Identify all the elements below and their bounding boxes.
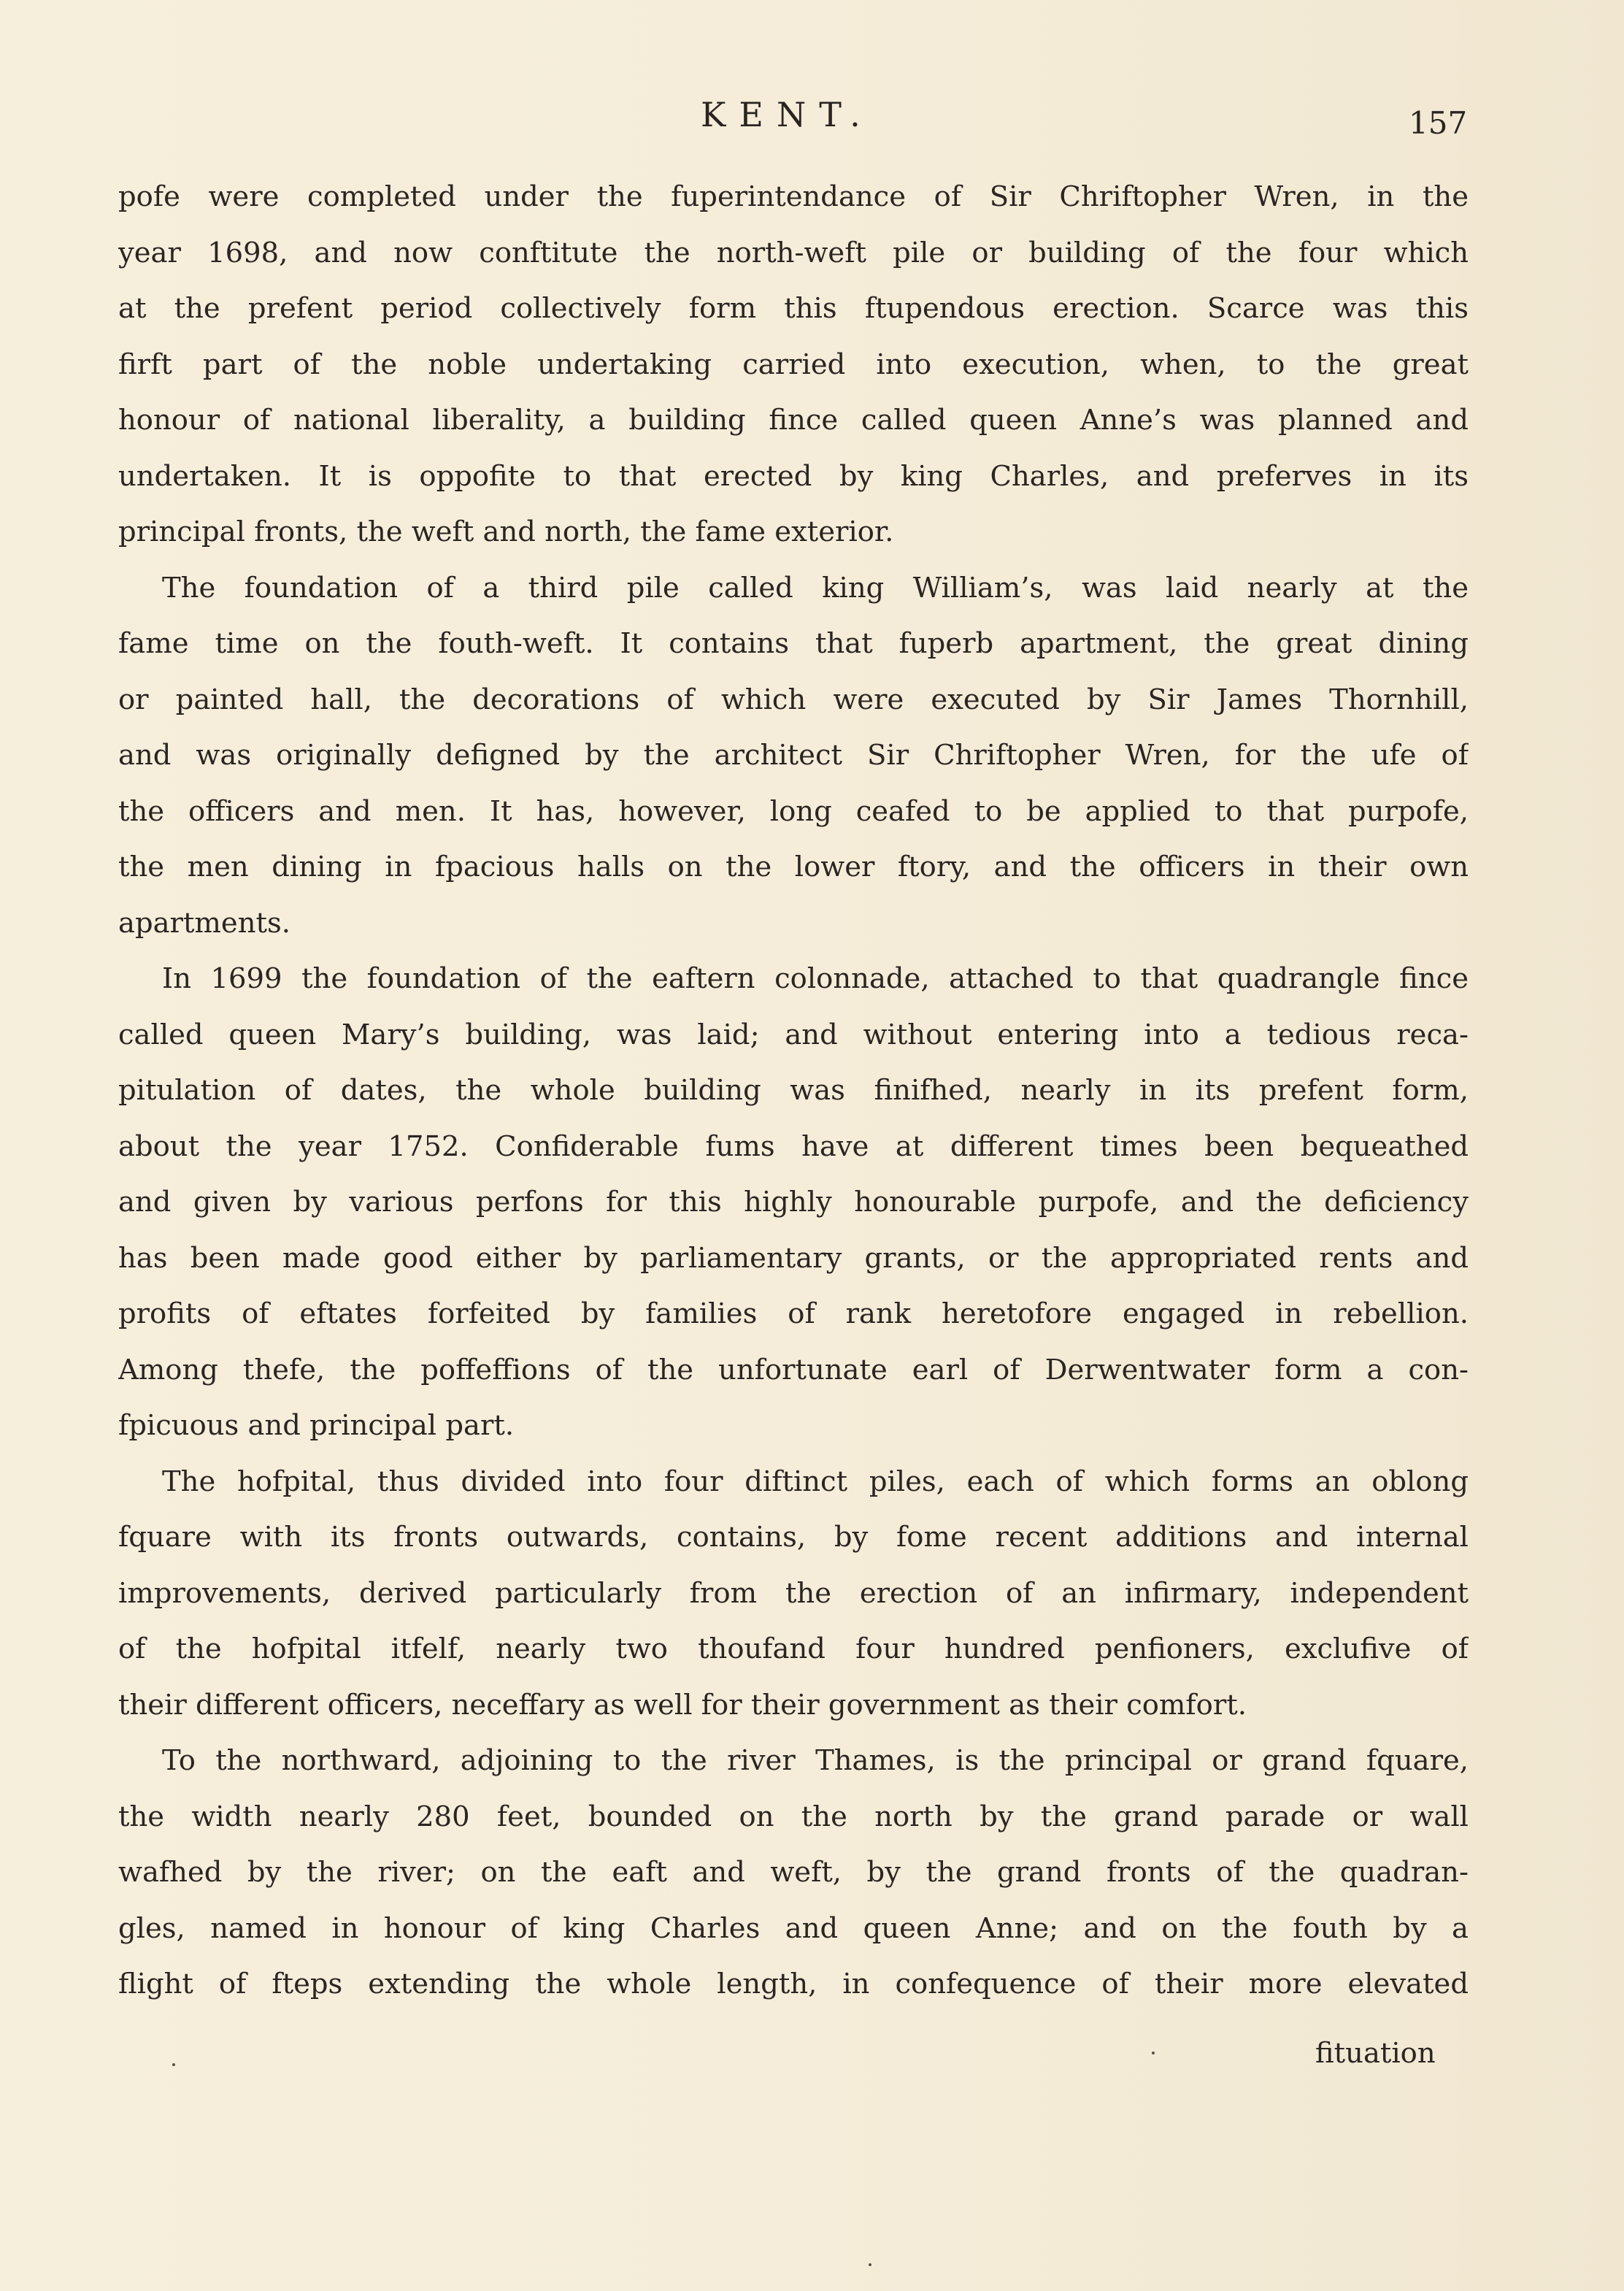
- text-line: flight of fteps extending the whole length, in confequence of their more elevated: [118, 1968, 1469, 2000]
- text-line: the men dining in fpacious halls on the lower ftory, and the officers in their own: [118, 851, 1469, 883]
- text-line: The foundation of a third pile called king William’s, was laid nearly at the: [162, 571, 1469, 605]
- text-line: pofe were completed under the fuperintendance of Sir Chriftopher Wren, in the: [118, 180, 1469, 213]
- text-line: at the prefent period collectively form this ftupendous erection. Scarce was this: [118, 292, 1469, 325]
- running-header: [0, 95, 1468, 146]
- text-line: fpicuous and principal part.: [118, 1409, 515, 1442]
- text-line: pitulation of dates, the whole building was finifhed, nearly in its prefent form,: [118, 1074, 1469, 1107]
- text-line: the width nearly 280 feet, bounded on the north by the grand parade or wall: [118, 1800, 1469, 1833]
- text-line: gles, named in honour of king Charles and queen Anne; and on the fouth by a: [118, 1911, 1469, 1945]
- text-line: improvements, derived particularly from the erection of an infirmary, independent: [118, 1576, 1469, 1610]
- catchword-row: [0, 2037, 1624, 2088]
- text-line: year 1698, and now conftitute the north-weft pile or building of the four which: [118, 236, 1469, 269]
- text-line: their different officers, neceffary as well for their government as their comfort.: [118, 1688, 1247, 1722]
- text-line: and given by various perfons for this highly honourable purpofe, and the deficiency: [118, 1186, 1469, 1219]
- text-line: firft part of the noble undertaking carried into execution, when, to the great: [118, 348, 1469, 381]
- catchword: fituation: [1315, 2037, 1436, 2070]
- text-line: To the northward, adjoining to the river Thames, is the principal or grand fquare,: [162, 1744, 1469, 1777]
- text-line: Among thefe, the poffeffions of the unfortunate earl of Derwentwater form a con-: [118, 1353, 1469, 1386]
- text-line: has been made good either by parliamentary grants, or the appropriated rents and: [118, 1241, 1469, 1275]
- text-line: the officers and men. It has, however, long ceafed to be applied to that purpofe,: [118, 794, 1469, 828]
- text-line: called queen Mary’s building, was laid; and without entering into a tedious reca-: [118, 1018, 1469, 1051]
- text-line: honour of national liberality, a building fince called queen Anne’s was planned and: [118, 404, 1469, 437]
- text-line: about the year 1752. Confiderable fums have at different times been bequeathed: [118, 1129, 1469, 1163]
- text-line: wafhed by the river; on the eaft and weft, by the grand fronts of the quadran-: [118, 1856, 1469, 1889]
- text-line: In 1699 the foundation of the eaftern colonnade, attached to that quadrangle fince: [162, 962, 1469, 995]
- text-line: apartments.: [118, 906, 290, 940]
- text-line: and was originally defigned by the architect Sir Chriftopher Wren, for the ufe of: [118, 739, 1469, 772]
- text-line: fame time on the fouth-weft. It contains that fuperb apartment, the great dining: [118, 627, 1469, 660]
- page-number: 157: [1409, 105, 1468, 141]
- text-line: principal fronts, the weft and north, the fame exterior.: [118, 515, 894, 548]
- ink-speck: [172, 2063, 175, 2066]
- text-line: fquare with its fronts outwards, contains, by fome recent additions and internal: [118, 1521, 1469, 1554]
- ink-speck: [869, 2263, 871, 2266]
- text-line: profits of eftates forfeited by families of rank heretofore engaged in rebellion.: [118, 1297, 1469, 1330]
- text-line: undertaken. It is oppofite to that erected by king Charles, and preferves in its: [118, 459, 1469, 493]
- text-line: of the hofpital itfelf, nearly two thoufand four hundred penfioners, exclufive of: [118, 1632, 1469, 1665]
- text-line: The hofpital, thus divided into four diftinct piles, each of which forms an oblong: [162, 1465, 1469, 1498]
- body-text: [118, 169, 1469, 2013]
- text-line: or painted hall, the decorations of which were executed by Sir James Thornhill,: [118, 683, 1469, 716]
- ink-speck: [1152, 2052, 1155, 2054]
- running-title: KENT.: [701, 95, 874, 134]
